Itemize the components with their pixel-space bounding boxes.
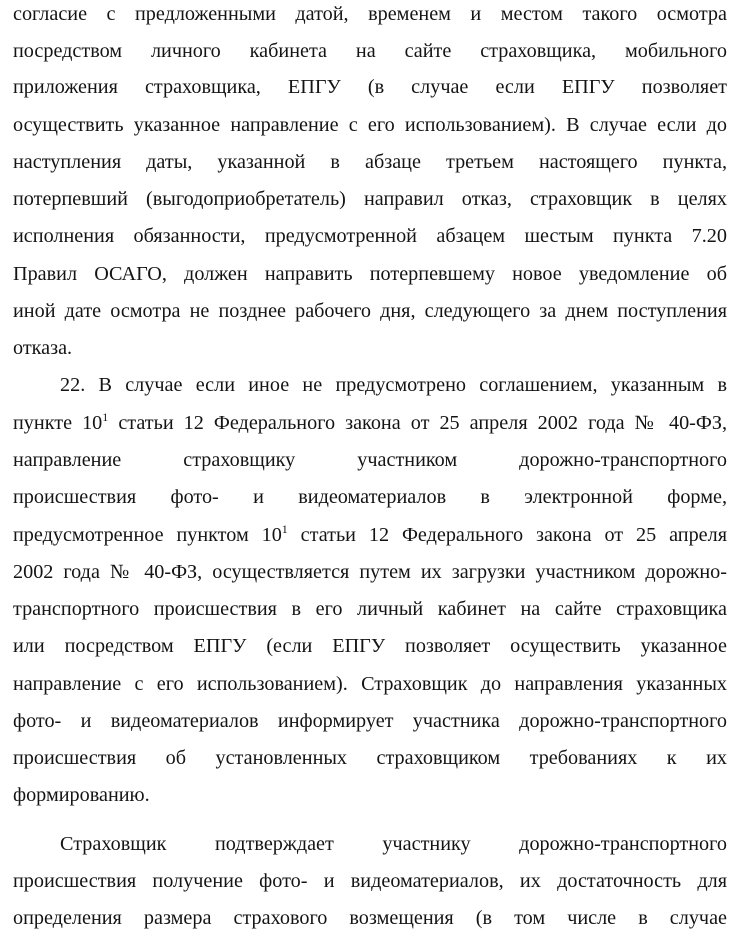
text-line: определения размера страхового возмещения (в том числе в случае [13,907,727,929]
superscript: 1 [281,522,288,536]
text-line: Правил ОСАГО, должен направить потерпевшему новое уведомление об [13,263,727,285]
text-segment: предусмотренное пунктом 10 [13,524,282,546]
text-line [13,522,727,548]
text-line: формированию. [13,784,150,806]
text-line: посредством личного кабинета на сайте страховщика, мобильного [13,40,727,62]
superscript: 1 [102,410,109,424]
text-line: направление страховщику участником дорожно-транспортного [13,449,727,471]
text-segment: пункте 10 [13,412,103,434]
text-line: транспортного происшествия в его личный кабинет на сайте страховщика [13,598,727,620]
text-line: согласие с предложенными датой, временем и местом такого осмотра [13,3,727,25]
text-segment: статьи 12 Федерального закона от 25 апреля [287,524,727,546]
text-segment: статьи 12 Федерального закона от 25 апреля 2002 года № 40-ФЗ, [108,412,727,434]
text-line: 2002 года № 40-ФЗ, осуществляется путем их загрузки участником дорожно- [13,561,727,583]
text-line: наступления даты, указанной в абзаце третьем настоящего пункта, [13,151,727,173]
text-line: фото- и видеоматериалов информирует участника дорожно-транспортного [13,710,727,732]
text-line: потерпевший (выгодоприобретатель) направил отказ, страховщик в целях [13,188,727,210]
text-line: происшествия об установленных страховщиком требованиях к их [13,747,727,769]
text-line: направление с его использованием). Страховщик до направления указанных [13,673,727,695]
text-line: происшествия фото- и видеоматериалов в электронной форме, [13,486,727,508]
text-line: иной дате осмотра не позднее рабочего дня, следующего за днем поступления [13,300,727,322]
text-line [13,410,727,436]
text-line: осуществить указанное направление с его использованием). В случае если до [13,114,727,136]
text-line: или посредством ЕПГУ (если ЕПГУ позволяет осуществить указанное [13,635,727,657]
paragraph-22-first-line: 22. В случае если иное не предусмотрено соглашением, указанным в [60,374,727,396]
text-line: происшествия получение фото- и видеоматериалов, их достаточность для [13,870,727,892]
text-line: приложения страховщика, ЕПГУ (в случае если ЕПГУ позволяет [13,76,727,98]
text-line: отказа. [13,337,73,359]
text-line: исполнения обязанности, предусмотренной абзацем шестым пункта 7.20 [13,225,727,247]
paragraph-first-line: Страховщик подтверждает участнику дорожно-транспортного [60,833,727,855]
